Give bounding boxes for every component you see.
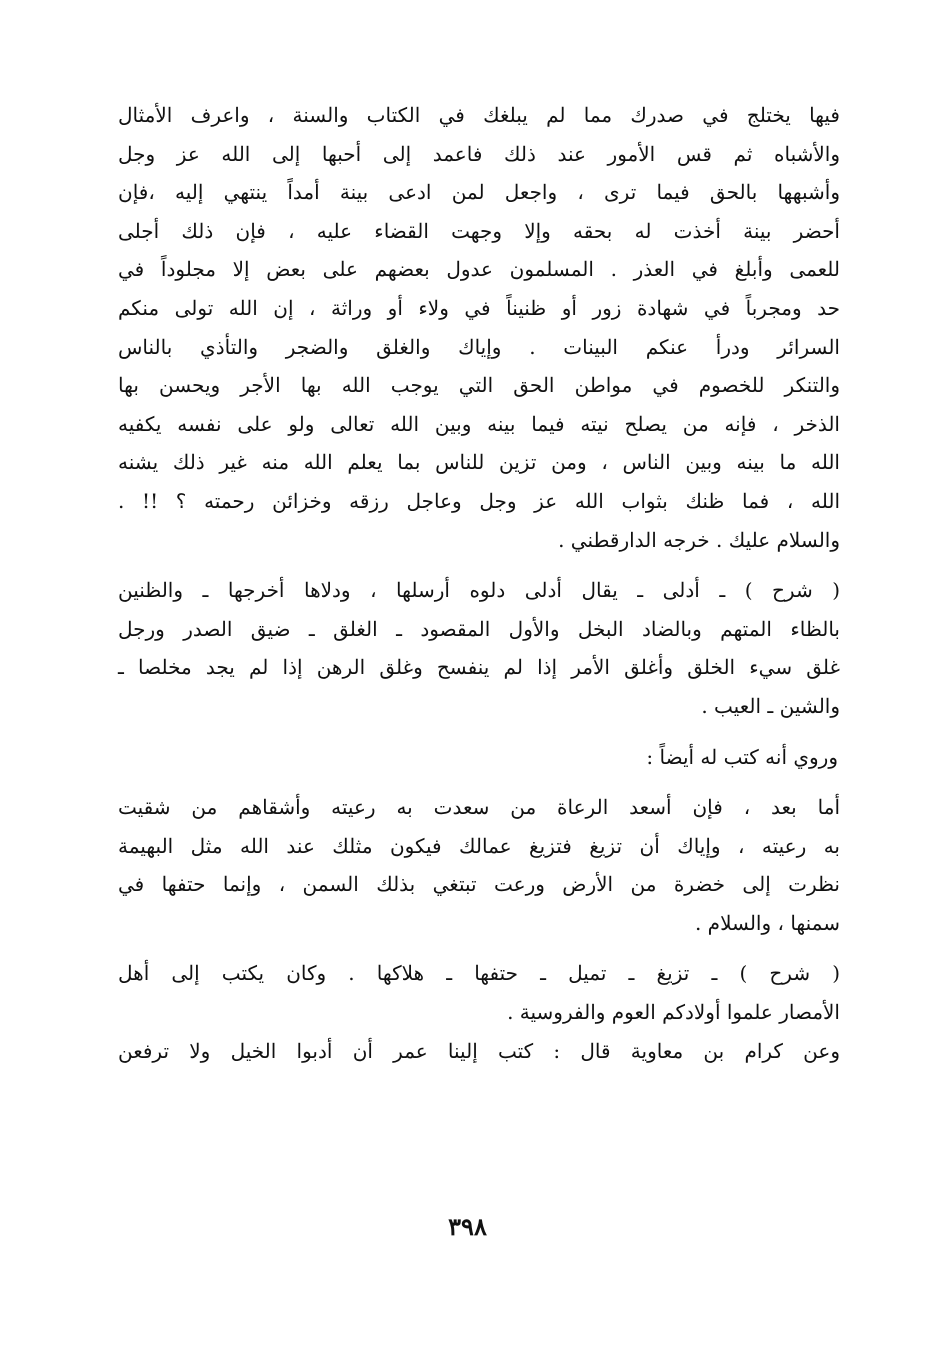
text-line: للعمى وأبلغ في العذر . المسلمون عدول بعضهم على بعض إلا مجلوداً في bbox=[118, 257, 840, 282]
paragraph-letter bbox=[118, 96, 840, 559]
text-line: وأشبهها بالحق فيما ترى ، واجعل لمن ادعى بينة أمداً ينتهي إليه ،فإن bbox=[118, 180, 840, 205]
text-line: به رعيته ، وإياك أن تزيغ فتزيغ عمالك فيكون مثلك عند الله مثل البهيمة bbox=[118, 833, 840, 858]
paragraph-commentary-2 bbox=[118, 954, 840, 1031]
paragraph-second-letter bbox=[118, 788, 840, 942]
text-line: حد ومجرباً في شهادة زور أو ظنيناً في ولاء أو وراثة ، إن الله تولى منكم bbox=[118, 295, 840, 320]
text-line: الله ، فما ظنك بثواب الله عز وجل وعاجل رزقه وخزائن رحمته ؟ !! . bbox=[118, 488, 840, 513]
page-number: ٣٩٨ bbox=[448, 1212, 487, 1241]
text-line: ( شرح ) ـ أدلى ـ يقال أدلى دلوه أرسلها ، ودلاها أخرجها ـ والظنين bbox=[118, 578, 840, 603]
text-line: سمنها ، والسلام . bbox=[694, 910, 840, 935]
text-line: والأشباه ثم قس الأمور عند ذلك فاعمد إلى أحبها إلى الله عز وجل bbox=[118, 141, 840, 166]
text-line: وروي أنه كتب له أيضاً : bbox=[646, 744, 838, 769]
text-line: والسلام عليك . خرجه الدارقطني . bbox=[558, 527, 840, 552]
text-line: الذخر ، فإنه من يصلح نيته فيما بينه وبين الله تعالى ولو على نفسه يكفيه bbox=[118, 411, 840, 436]
page-body bbox=[118, 96, 840, 1070]
text-line: والشين ـ العيب . bbox=[701, 693, 840, 718]
paragraph-gap bbox=[118, 776, 840, 788]
text-line: أما بعد ، فإن أسعد الرعاة من سعدت به رعيته وأشقاهم من شقيت bbox=[118, 795, 840, 820]
paragraph-gap bbox=[118, 559, 840, 571]
text-line: والتنكر للخصوم في مواطن الحق التي يوجب الله بها الأجر ويحسن بها bbox=[118, 373, 840, 398]
paragraph-commentary-1 bbox=[118, 571, 840, 725]
paragraph-gap bbox=[118, 726, 840, 738]
paragraph-gap bbox=[118, 942, 840, 954]
text-line: الله ما بينه وبين الناس ، ومن تزين للناس بما يعلم الله منه غير ذلك يشنه bbox=[118, 450, 840, 475]
text-line: فيها يختلج في صدرك مما لم يبلغك في الكتاب والسنة ، واعرف الأمثال bbox=[118, 103, 840, 127]
text-line: الأمصار علموا أولادكم العوم والفروسية . bbox=[507, 1000, 840, 1025]
text-line: السرائر ودرأ عنكم البينات . وإياك والغلق والضجر والتأذي بالناس bbox=[118, 334, 840, 359]
text-line: وعن كرام بن معاوية قال : كتب إلينا عمر أن أدبوا الخيل ولا ترفعن bbox=[118, 1038, 840, 1063]
text-line: بالظاء المتهم وبالضاد البخل والأول المقصود ـ الغلق ـ ضيق الصدر ورجل bbox=[118, 616, 840, 641]
paragraph-narration bbox=[118, 1032, 840, 1071]
text-line: أحضر بينة أخذت له بحقه وإلا وجهت القضاء عليه ، فإن ذلك أجلى bbox=[118, 218, 840, 243]
text-line: نظرت إلى خضرة من الأرض ورعت تبتغي بذلك السمن ، وإنما حتفها في bbox=[118, 872, 840, 897]
text-line: غلق سيء الخلق وأغلق الأمر إذا لم ينفسح وغلق الرهن إذا لم يجد مخلصا ـ bbox=[118, 655, 840, 680]
paragraph-intro bbox=[118, 738, 840, 777]
text-line: ( شرح ) ـ تزيغ ـ تميل ـ حتفها ـ هلاكها . وكان يكتب إلى أهل bbox=[118, 961, 841, 986]
